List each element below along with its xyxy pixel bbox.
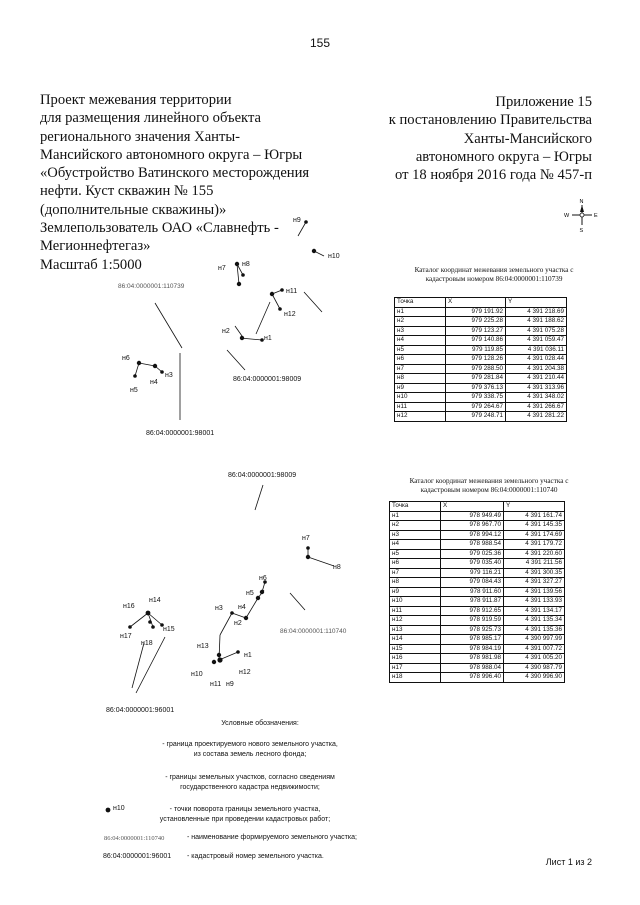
page-number: 155 (309, 36, 331, 50)
column-header: Y (506, 298, 567, 308)
table-cell: н1 (390, 511, 441, 521)
table-cell: н4 (390, 540, 441, 550)
table-row (395, 393, 567, 403)
table-cell: 979 035.40 (441, 559, 504, 569)
legend-item-new-parcel (130, 740, 370, 760)
table-row (395, 345, 567, 355)
table-row (390, 654, 565, 664)
table-cell: 4 391 281.22 (506, 412, 567, 422)
table-cell: 978 967.70 (441, 521, 504, 531)
table-cell: 4 391 188.62 (506, 317, 567, 327)
map2-point-label: н18 (141, 640, 153, 647)
legend-point-icon (104, 806, 112, 814)
legend-text: из состава земель лесного фонда; (193, 751, 307, 758)
table-cell: н8 (390, 578, 441, 588)
table-cell: н6 (390, 559, 441, 569)
table-row (390, 625, 565, 635)
table-cell: н8 (395, 374, 446, 384)
table-cell: н10 (390, 597, 441, 607)
table-row (390, 559, 565, 569)
table-cell: 4 391 220.60 (504, 549, 565, 559)
table-cell: 4 391 327.27 (504, 578, 565, 588)
legend-item-existing-parcels (130, 773, 370, 793)
table-cell: 4 391 036.11 (506, 345, 567, 355)
map2-point-label: н12 (239, 669, 251, 676)
table-cell: 979 119.85 (446, 345, 506, 355)
table-cell: 4 391 059.47 (506, 336, 567, 346)
table-cell: 979 225.28 (446, 317, 506, 327)
compass-icon (562, 197, 602, 233)
table-cell: 4 391 218.69 (506, 307, 567, 317)
table-cell: 979 191.92 (446, 307, 506, 317)
map2-point-label: н10 (191, 671, 203, 678)
table-cell: 4 391 133.93 (504, 597, 565, 607)
title-line: Проект межевания территории (40, 92, 232, 108)
title-line: для размещения линейного объекта (40, 110, 261, 127)
table-cell: 4 391 161.74 (504, 511, 565, 521)
table-cell: н3 (395, 326, 446, 336)
table-cell: 979 248.71 (446, 412, 506, 422)
map1-point-label: н3 (165, 372, 173, 379)
caption-line: кадастровым номером 86:04:0000001:110739 (425, 275, 563, 284)
map-2 (0, 465, 380, 725)
map1-point-label: н8 (242, 261, 250, 268)
title-line: нефти. Куст скважин № 155 (40, 183, 214, 200)
table-cell: 4 391 135.34 (504, 616, 565, 626)
table-cell: н18 (390, 673, 441, 683)
column-header: Точка (395, 298, 446, 308)
table-row (390, 521, 565, 531)
table-cell: 4 391 300.35 (504, 568, 565, 578)
table-cell: н14 (390, 635, 441, 645)
map2-point-label: н1 (244, 652, 252, 659)
table-cell: 4 390 987.79 (504, 663, 565, 673)
table-cell: 4 391 179.72 (504, 540, 565, 550)
table-cell: 978 988.04 (441, 663, 504, 673)
appendix-header (322, 93, 592, 184)
table-cell: н9 (390, 587, 441, 597)
map2-point-label: н6 (259, 575, 267, 582)
map2-point-label: н13 (197, 643, 209, 650)
table-row (390, 540, 565, 550)
map2-point-label: н17 (120, 633, 132, 640)
table-row (395, 355, 567, 365)
table-cell: н2 (395, 317, 446, 327)
table-cell: 4 391 135.36 (504, 625, 565, 635)
table-row (395, 364, 567, 374)
table-cell: н13 (390, 625, 441, 635)
table-cell: 4 391 211.56 (504, 559, 565, 569)
table-cell: н7 (395, 364, 446, 374)
table-row (390, 635, 565, 645)
legend-item-cadastral: - кадастровый номер земельного участка. (187, 853, 324, 860)
legend-text: установленные при проведении кадастровых работ; (159, 816, 331, 823)
title-line: Масштаб 1:5000 (40, 256, 142, 273)
legend-parcel-sample: 86:04:0000001:110740 (104, 835, 165, 842)
table2-caption (383, 477, 595, 496)
map1-point-label: н12 (284, 311, 296, 318)
legend-item-turn-points (130, 805, 360, 825)
title-line: Мегионнефтегаз» (40, 238, 151, 255)
table1-caption (392, 266, 596, 285)
title-line: регионального значения Ханты- (40, 128, 241, 145)
map2-parcel-label: 86:04:0000001:110740 (280, 628, 347, 635)
table-row (390, 587, 565, 597)
map1-point-label: н7 (218, 265, 226, 272)
table-cell: 978 985.17 (441, 635, 504, 645)
table-cell: 978 919.59 (441, 616, 504, 626)
title-line: «Обустройство Ватинского месторождения (40, 165, 310, 182)
table-row (395, 383, 567, 393)
caption-line: Каталог координат межевания земельного участка с (414, 266, 574, 274)
table-row (395, 402, 567, 412)
map2-point-label: н3 (215, 605, 223, 612)
table-row (395, 317, 567, 327)
table-cell: 4 391 134.17 (504, 606, 565, 616)
table-cell: н12 (395, 412, 446, 422)
table-cell: 4 391 210.44 (506, 374, 567, 384)
map1-point-label: н10 (328, 253, 340, 260)
table-row (390, 549, 565, 559)
table-cell: 4 391 266.67 (506, 402, 567, 412)
table-cell: 979 025.36 (441, 549, 504, 559)
column-header: Y (504, 502, 565, 512)
table-row (395, 412, 567, 422)
table-cell: 979 116.21 (441, 568, 504, 578)
table-cell: 4 391 075.28 (506, 326, 567, 336)
map2-point-label: н9 (226, 681, 234, 688)
map1-parcel-label: 86:04:0000001:110739 (118, 283, 185, 290)
map2-point-label: н11 (210, 681, 222, 688)
map1-point-label: н1 (264, 335, 272, 342)
compass-e: E (594, 213, 598, 219)
legend-text: - граница проектируемого нового земельного участка, (162, 741, 338, 748)
map2-point-label: н2 (234, 620, 242, 627)
table-cell: 978 911.87 (441, 597, 504, 607)
map2-point-label: н4 (238, 604, 246, 611)
table-cell: 4 391 313.96 (506, 383, 567, 393)
table-cell: 4 391 007.72 (504, 644, 565, 654)
table-cell: н16 (390, 654, 441, 664)
table-cell: 978 912.65 (441, 606, 504, 616)
table-row (390, 616, 565, 626)
table-cell: 978 984.19 (441, 644, 504, 654)
table-cell: 979 376.13 (446, 383, 506, 393)
table-cell: 979 288.50 (446, 364, 506, 374)
table-cell: н3 (390, 530, 441, 540)
map-1 (0, 0, 360, 470)
table-cell: 978 949.49 (441, 511, 504, 521)
table-cell: 4 390 996.90 (504, 673, 565, 683)
table-cell: 979 140.86 (446, 336, 506, 346)
map1-point-label: н6 (122, 355, 130, 362)
table-cell: н12 (390, 616, 441, 626)
legend-text: - границы земельных участков, согласно сведениям (165, 774, 335, 781)
appendix-line: от 18 ноября 2016 года № 457-п (394, 167, 592, 184)
table-cell: 4 391 145.35 (504, 521, 565, 531)
coordinates-table-2 (389, 501, 565, 683)
table-cell: н9 (395, 383, 446, 393)
column-header: X (441, 502, 504, 512)
map2-point-label: н7 (302, 535, 310, 542)
title-line: Мансийского автономного округа – Югры (40, 146, 303, 163)
table-cell: н7 (390, 568, 441, 578)
table-cell: 4 391 005.20 (504, 654, 565, 664)
table-row (395, 374, 567, 384)
table-cell: н5 (390, 549, 441, 559)
legend-point-sample: н10 (113, 805, 125, 812)
map2-point-label: н15 (163, 626, 175, 633)
map2-cadastral-label: 86:04:0000001:96001 (106, 707, 175, 714)
table-cell: 979 123.27 (446, 326, 506, 336)
table-row (390, 530, 565, 540)
map2-point-label: н16 (123, 603, 135, 610)
map1-point-label: н2 (222, 328, 230, 335)
table-cell: 978 996.40 (441, 673, 504, 683)
table-row (390, 597, 565, 607)
coordinates-table-1 (394, 297, 567, 422)
table-cell: 4 391 204.38 (506, 364, 567, 374)
map1-point-label: н9 (293, 217, 301, 224)
table-cell: н10 (395, 393, 446, 403)
table-row (390, 511, 565, 521)
table-cell: 978 994.12 (441, 530, 504, 540)
table-row (390, 568, 565, 578)
table-row (390, 673, 565, 683)
compass-w: W (564, 213, 570, 219)
map1-point-label: н4 (150, 379, 158, 386)
map2-cadastral-label: 86:04:0000001:98009 (228, 472, 297, 479)
table-cell: 978 925.73 (441, 625, 504, 635)
table-cell: н2 (390, 521, 441, 531)
caption-line: Каталог координат межевания земельного участка с (409, 477, 569, 485)
compass-n: N (579, 199, 584, 205)
appendix-line: к постановлению Правительства (388, 112, 592, 129)
title-line: Землепользователь ОАО «Славнефть - (40, 220, 279, 237)
map2-point-label: н8 (333, 564, 341, 571)
table-cell: н15 (390, 644, 441, 654)
appendix-line: Ханты-Мансийского (463, 130, 592, 147)
table-cell: н5 (395, 345, 446, 355)
map1-cadastral-label: 86:04:0000001:98001 (146, 430, 215, 437)
table-cell: 978 988.54 (441, 540, 504, 550)
table-cell: 979 264.67 (446, 402, 506, 412)
table-cell: 4 391 139.56 (504, 587, 565, 597)
table-cell: 4 391 174.69 (504, 530, 565, 540)
table-row (395, 326, 567, 336)
map1-point-label: н11 (286, 288, 298, 295)
table-cell: 979 281.84 (446, 374, 506, 384)
table-cell: 4 391 348.02 (506, 393, 567, 403)
table-cell: 4 390 997.99 (504, 635, 565, 645)
appendix-line: Приложение 15 (495, 94, 592, 110)
table-cell: н1 (395, 307, 446, 317)
map2-point-label: н5 (246, 590, 254, 597)
table-cell: н11 (395, 402, 446, 412)
legend-item-parcel-name: - наименование формируемого земельного участка; (187, 834, 357, 841)
table-row (390, 606, 565, 616)
table-row (390, 663, 565, 673)
table-cell: 979 128.26 (446, 355, 506, 365)
legend-text: государственного кадастра недвижимости; (180, 784, 320, 791)
table-row (395, 307, 567, 317)
table-cell: 979 084.43 (441, 578, 504, 588)
sheet-number: Лист 1 из 2 (545, 857, 592, 867)
table-row (390, 644, 565, 654)
map2-point-label: н14 (149, 597, 161, 604)
table-cell: н6 (395, 355, 446, 365)
map1-point-label: н5 (130, 387, 138, 394)
appendix-line: автономного округа – Югры (415, 148, 592, 165)
column-header: X (446, 298, 506, 308)
table-cell: 978 981.98 (441, 654, 504, 664)
table-row (395, 336, 567, 346)
legend-cadastral-sample: 86:04:0000001:96001 (103, 853, 172, 860)
table-row (390, 578, 565, 588)
table-cell: н4 (395, 336, 446, 346)
table-cell: н17 (390, 663, 441, 673)
table-cell: 979 338.75 (446, 393, 506, 403)
legend-title: Условные обозначения: (221, 720, 299, 727)
title-line: (дополнительные скважины)» (40, 201, 227, 218)
table-cell: 4 391 028.44 (506, 355, 567, 365)
legend-text: - точки поворота границы земельного участка, (169, 806, 321, 813)
map1-cadastral-label: 86:04:0000001:98009 (233, 376, 302, 383)
caption-line: кадастровым номером 86:04:0000001:110740 (420, 486, 558, 495)
table-cell: 978 911.60 (441, 587, 504, 597)
compass-s: S (579, 228, 584, 233)
column-header: Точка (390, 502, 441, 512)
table-cell: н11 (390, 606, 441, 616)
